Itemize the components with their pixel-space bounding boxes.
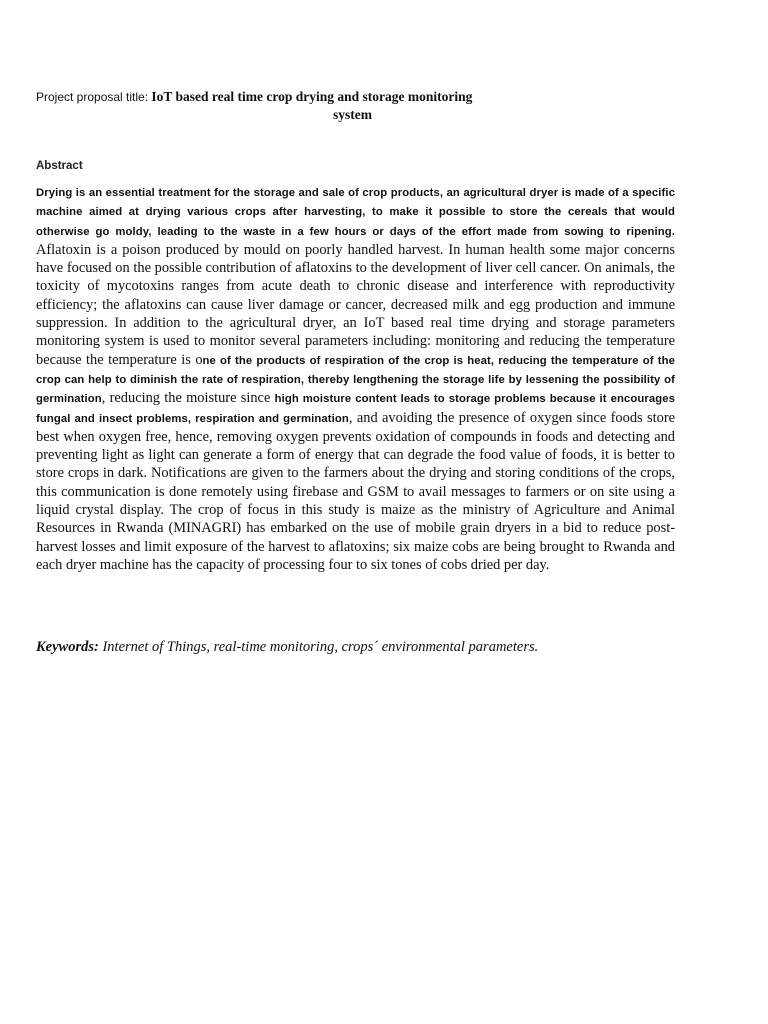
abstract-segment-5: high moisture content leads to storage problems because it encourages fungal and insect problems, respiration and germination (36, 393, 675, 425)
title-main: IoT based real time crop drying and storage monitoring (151, 89, 473, 104)
title-line-1 (36, 88, 676, 106)
abstract-segment-2: Aflatoxin is a poison produced by mould on poorly handled harvest. In human health some major concerns have focused on the possible contribution of aflatoxins to the development of liver cell cancer. On animals, the toxicity of mycotoxins ranges from acute death to chronic disease and interference with reproductivity efficiency; the aflatoxins can cause liver damage or cancer, decreased milk and egg production and immune suppression. In addition to the agricultural dryer, an IoT based real time drying and storage parameters monitoring system is used to monitor several parameters including: monitoring and reducing the temperature because the temperature is o (36, 241, 675, 368)
abstract-segment-6: , and avoiding the presence of oxygen since foods store best when oxygen free, hence, removing oxygen prevents oxidation of compounds in foods and detecting and preventing light as light can generate a form of energy that can degrade the food value of foods, it is better to store crops in dark. Notifications are given to the farmers about the drying and storing conditions of the crops, this communication is done remotely using firebase and GSM to avail messages to farmers or on site using a liquid crystal display. The crop of focus in this study is maize as the ministry of Agriculture and Animal Resources in Rwanda (MINAGRI) has embarked on the use of mobile grain dryers in a bid to reduce post-harvest losses and limit exposure of the harvest to aflatoxins; six maize cobs are being brought to Rwanda and each dryer machine has the capacity of processing four to six tones of cobs dried per day. (36, 409, 675, 573)
abstract-segment-3: ne of the products of respiration of the crop is heat, reducing the temperature of the crop can help to diminish the rate of respiration, thereby lengthening the storage life by lessening the possibility of germination (36, 354, 675, 406)
abstract-segment-4: , reducing the moisture since (101, 390, 275, 407)
keywords-label: Keywords: (36, 639, 99, 655)
keywords-line (36, 639, 676, 656)
abstract-paragraph (36, 183, 675, 574)
abstract-segment-1: Drying is an essential treatment for the storage and sale of crop products, an agricultural dryer is made of a specific machine aimed at drying various crops after harvesting, to make it possible to store the cereals that would otherwise go moldy, leading to the waste in a few hours or days of the effort made from sowing to ripening. (36, 187, 675, 238)
title-line-2: system (333, 107, 372, 122)
abstract-heading: Abstract (36, 160, 83, 172)
title-prefix: Project proposal title: (36, 90, 152, 104)
proposal-title (36, 88, 676, 124)
keywords-text: Internet of Things, real-time monitoring, crops´ environmental parameters. (98, 639, 539, 655)
